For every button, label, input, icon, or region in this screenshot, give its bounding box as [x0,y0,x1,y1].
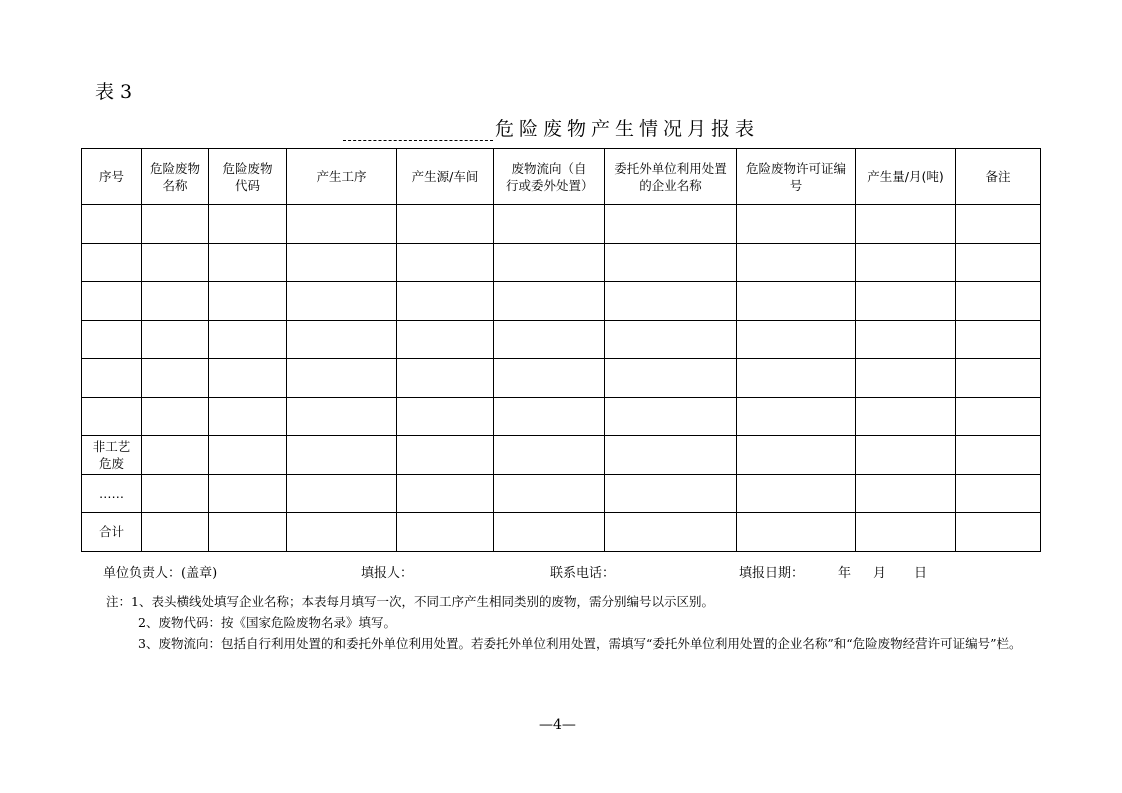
cell[interactable] [397,359,494,398]
cell[interactable] [142,474,209,513]
cell[interactable] [956,436,1041,475]
cell[interactable] [856,205,956,244]
cell-serial[interactable] [82,205,142,244]
cell[interactable] [142,243,209,282]
cell[interactable] [287,243,397,282]
table-row [82,359,1041,398]
cell[interactable] [605,282,737,321]
cell[interactable] [142,397,209,436]
col-header-flow: 废物流向（自行或委外处置） [494,149,605,205]
cell-ellipsis: …… [82,474,142,513]
cell[interactable] [397,282,494,321]
cell[interactable] [605,320,737,359]
cell-serial[interactable] [82,320,142,359]
col-header-waste-code: 危险废物代码 [209,149,287,205]
document-title [343,114,759,141]
cell[interactable] [494,397,605,436]
cell[interactable] [956,513,1041,552]
header-row [82,149,1041,205]
cell[interactable] [494,474,605,513]
cell[interactable] [856,359,956,398]
cell[interactable] [397,397,494,436]
cell[interactable] [142,513,209,552]
cell-serial[interactable] [82,397,142,436]
cell[interactable] [397,474,494,513]
cell[interactable] [856,436,956,475]
cell[interactable] [856,513,956,552]
cell[interactable] [287,320,397,359]
cell[interactable] [494,359,605,398]
cell[interactable] [142,359,209,398]
cell[interactable] [287,359,397,398]
cell[interactable] [287,436,397,475]
cell[interactable] [956,474,1041,513]
cell[interactable] [856,474,956,513]
cell[interactable] [737,436,856,475]
cell[interactable] [605,436,737,475]
cell[interactable] [209,397,287,436]
col-header-license: 危险废物许可证编号 [737,149,856,205]
cell[interactable] [209,243,287,282]
col-header-amount: 产生量/月(吨) [856,149,956,205]
cell[interactable] [956,359,1041,398]
cell[interactable] [856,320,956,359]
cell-serial[interactable] [82,282,142,321]
cell[interactable] [287,282,397,321]
cell[interactable] [737,397,856,436]
cell-serial[interactable] [82,359,142,398]
cell[interactable] [494,436,605,475]
cell[interactable] [209,436,287,475]
cell-serial[interactable] [82,243,142,282]
cell[interactable] [956,205,1041,244]
cell[interactable] [209,513,287,552]
filler-label: 填报人： [361,566,414,581]
cell-total-label: 合计 [82,513,142,552]
day-label: 日 [914,566,928,581]
cell-non-process-label: 非工艺危废 [82,436,142,475]
table-row-ellipsis [82,474,1041,513]
company-name-blank[interactable] [343,122,493,141]
month-label: 月 [873,566,887,581]
cell[interactable] [209,282,287,321]
cell[interactable] [856,282,956,321]
cell[interactable] [287,205,397,244]
cell[interactable] [605,513,737,552]
table-row [82,320,1041,359]
table-row-non-process [82,436,1041,475]
cell[interactable] [737,320,856,359]
cell[interactable] [287,513,397,552]
cell[interactable] [956,282,1041,321]
cell[interactable] [737,282,856,321]
cell[interactable] [605,359,737,398]
cell[interactable] [142,205,209,244]
cell[interactable] [142,282,209,321]
cell[interactable] [494,282,605,321]
cell[interactable] [856,243,956,282]
table-row [82,243,1041,282]
cell[interactable] [209,320,287,359]
cell[interactable] [397,320,494,359]
table-row [82,282,1041,321]
cell[interactable] [397,436,494,475]
cell[interactable] [494,205,605,244]
cell[interactable] [494,243,605,282]
unit-head-label: 单位负责人：(盖章) [103,566,218,581]
note-3: 3、废物流向：包括自行利用处置的和委托外单位利用处置。若委托外单位利用处置，需填写“委托外单位利用处置的企业名称”和“危险废物经营许可证编号”栏。 [138,636,1022,651]
cell[interactable] [287,397,397,436]
notes-section [106,591,1041,654]
cell[interactable] [737,205,856,244]
cell[interactable] [605,474,737,513]
cell[interactable] [209,359,287,398]
cell[interactable] [737,513,856,552]
report-table [81,148,1041,552]
cell[interactable] [737,474,856,513]
table-label: 表 3 [95,81,133,103]
phone-label: 联系电话： [550,566,616,581]
cell[interactable] [397,243,494,282]
date-label: 填报日期： [739,566,805,581]
cell[interactable] [737,359,856,398]
col-header-serial: 序号 [82,149,142,205]
table-row [82,205,1041,244]
col-header-waste-name: 危险废物名称 [142,149,209,205]
cell[interactable] [397,205,494,244]
note-2: 2、废物代码：按《国家危险废物名录》填写。 [138,615,396,630]
cell[interactable] [956,243,1041,282]
note-1: 注：1、表头横线处填写企业名称；本表每月填写一次，不同工序产生相同类别的废物，需分别编号以示区别。 [106,594,714,609]
cell[interactable] [605,243,737,282]
cell[interactable] [397,513,494,552]
cell[interactable] [142,320,209,359]
col-header-contractor: 委托外单位利用处置的企业名称 [605,149,737,205]
cell[interactable] [209,474,287,513]
col-header-source: 产生源/车间 [397,149,494,205]
cell[interactable] [605,205,737,244]
page-number: —4— [539,717,576,733]
table-row [82,397,1041,436]
col-header-remarks: 备注 [956,149,1041,205]
col-header-process: 产生工序 [287,149,397,205]
cell[interactable] [737,243,856,282]
cell[interactable] [856,397,956,436]
cell[interactable] [605,397,737,436]
cell[interactable] [494,513,605,552]
year-label: 年 [838,566,852,581]
cell[interactable] [956,397,1041,436]
table-row-total [82,513,1041,552]
cell[interactable] [494,320,605,359]
cell[interactable] [956,320,1041,359]
title-text: 危险废物产生情况月报表 [495,118,760,140]
cell[interactable] [209,205,287,244]
cell[interactable] [287,474,397,513]
cell[interactable] [142,436,209,475]
